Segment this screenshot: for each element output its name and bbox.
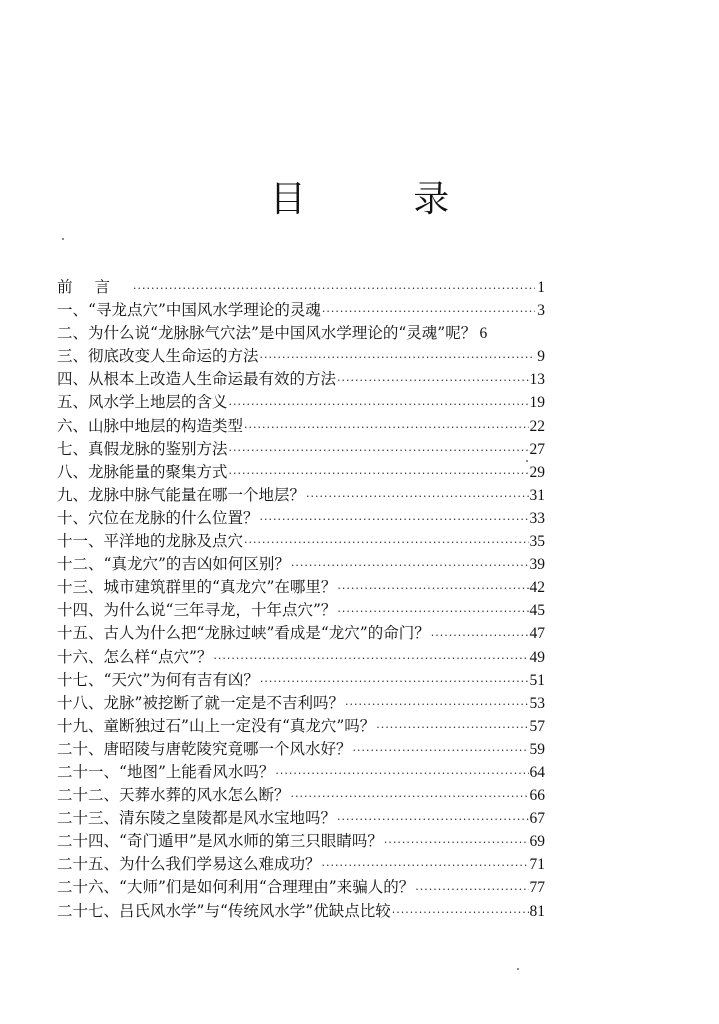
toc-entry-number: 二、 <box>57 324 89 343</box>
toc-leader-dots <box>322 856 529 876</box>
toc-leader-dots <box>376 718 528 738</box>
toc-entry-page: 39 <box>529 556 545 574</box>
toc-entry-number: 十六、 <box>57 647 104 666</box>
toc-entry-title: 唐昭陵与唐乾陵究竟哪一个风水好？ <box>103 739 352 758</box>
toc-leader-dots <box>229 441 529 461</box>
toc-leader-dots <box>306 487 528 507</box>
toc-entry-page: 9 <box>537 348 545 366</box>
toc-entry-number: 十、 <box>57 508 89 527</box>
toc-entry-number: 十八、 <box>57 693 104 712</box>
toc-entry-title: 从根本上改造人生命运最有效的方法 <box>88 370 337 389</box>
toc-entry-page: 45 <box>529 602 545 620</box>
toc-entry-page: 49 <box>529 648 545 666</box>
toc-entry-title: “寻龙点穴”中国风水学理论的灵魂 <box>88 301 321 320</box>
scan-speck <box>517 968 519 970</box>
toc-leader-dots <box>431 626 529 646</box>
toc-entry-number: 四、 <box>57 370 89 389</box>
toc-entry-title: 城市建筑群里的“真龙穴”在哪里？ <box>103 578 337 597</box>
toc-leader-dots <box>291 787 529 807</box>
toc-entry-page: 29 <box>529 463 545 481</box>
scan-speck <box>62 238 64 240</box>
toc-entry <box>57 530 545 553</box>
toc-entry-page: 67 <box>529 810 545 828</box>
toc-entry-page: 53 <box>529 694 545 712</box>
toc-entry <box>57 692 545 715</box>
toc-entry <box>57 599 545 622</box>
toc-entry <box>57 669 545 692</box>
toc-leader-dots <box>213 649 528 669</box>
toc-entry-page: 64 <box>529 763 545 781</box>
toc-leader-dots <box>337 371 528 391</box>
toc-entry-number: 二十一、 <box>57 762 120 781</box>
toc-leader-dots <box>322 302 535 322</box>
toc-entry-page: 27 <box>529 440 545 458</box>
toc-entry-number: 八、 <box>57 462 89 481</box>
toc-leader-dots <box>337 602 528 622</box>
toc-entry <box>57 322 545 345</box>
toc-leader-dots <box>353 741 529 761</box>
toc-leader-dots <box>229 395 529 415</box>
toc-entry <box>57 368 545 391</box>
toc-leader-dots <box>260 348 535 368</box>
toc-entry-number: 二十六、 <box>57 878 120 897</box>
toc-entry-title: “大师”们是如何利用“合理理由”来骗人的？ <box>119 878 415 897</box>
toc-entry-title: 龙脉能量的聚集方式 <box>88 462 228 481</box>
toc-entry <box>57 853 545 876</box>
toc-leader-dots <box>133 279 535 299</box>
toc-entry <box>57 299 545 322</box>
toc-entry-title: 童断独过石”山上一定没有“真龙穴”吗？ <box>103 716 376 735</box>
toc-entry-number: 二十五、 <box>57 855 120 874</box>
toc-leader-dots <box>392 903 529 923</box>
toc-entry-title: 龙脉”被挖断了就一定是不吉利吗？ <box>103 693 344 712</box>
toc-entry <box>57 507 545 530</box>
toc-entry-number: 九、 <box>57 485 89 504</box>
toc-entry-number: 二十四、 <box>57 832 120 851</box>
toc-entry-title: 平洋地的龙脉及点穴 <box>103 532 244 551</box>
toc-entry-page: 77 <box>529 879 545 897</box>
toc-leader-dots <box>229 464 529 484</box>
toc-entry-number: 十五、 <box>57 624 104 643</box>
toc-entry-page: 71 <box>529 856 545 874</box>
toc-entry-number: 十三、 <box>57 578 104 597</box>
page-title: 目 录 <box>269 179 498 220</box>
toc-entry <box>57 438 545 461</box>
toc-entry-title: 为什么我们学易这么难成功？ <box>119 855 321 874</box>
toc-entry-page: 19 <box>529 394 545 412</box>
toc-entry-number: 十七、 <box>57 670 104 689</box>
toc-entry-number: 二十七、 <box>57 901 120 920</box>
toc-entry-page: 22 <box>529 417 545 435</box>
toc-leader-dots <box>415 880 528 900</box>
toc-entry-title: 怎么样“点穴”？ <box>103 647 213 666</box>
toc-entry <box>57 276 545 299</box>
toc-entry-page: 69 <box>529 833 545 851</box>
toc-leader-dots <box>337 579 528 599</box>
toc-entry-page: 42 <box>529 579 545 597</box>
toc-entry-page: 59 <box>529 740 545 758</box>
toc-entry-number: 七、 <box>57 439 89 458</box>
toc-entry-number: 十四、 <box>57 601 104 620</box>
toc-entry-number: 六、 <box>57 416 89 435</box>
toc-leader-dots <box>384 833 529 853</box>
toc-entry <box>57 622 545 645</box>
toc-entry-number: 二十、 <box>57 739 104 758</box>
toc-entry <box>57 345 545 368</box>
toc-entry <box>57 461 545 484</box>
toc-entry-page: 33 <box>529 509 545 527</box>
toc-entry-number: 三、 <box>57 347 89 366</box>
toc-entry <box>57 415 545 438</box>
toc-entry-page: 47 <box>529 625 545 643</box>
toc-entry-title: 前言 <box>57 278 133 296</box>
scan-speck <box>526 460 528 462</box>
toc-entry-number: 二十二、 <box>57 786 120 805</box>
toc-entry-title: “地图”上能看风水吗？ <box>119 762 275 781</box>
toc-entry-title: 穴位在龙脉的什么位置？ <box>88 508 259 527</box>
toc-entry-title: “真龙穴”的吉凶如何区别？ <box>103 555 290 574</box>
toc-entry-number: 二十三、 <box>57 809 120 828</box>
toc-entry <box>57 761 545 784</box>
toc-entry <box>57 900 545 923</box>
toc-leader-dots <box>244 418 528 438</box>
toc-entry-title: 吕氏风水学”与“传统风水学”优缺点比较 <box>119 901 391 920</box>
toc-entry <box>57 576 545 599</box>
toc-leader-dots <box>275 764 528 784</box>
toc-entry-number: 一、 <box>57 301 89 320</box>
toc-entry-title: 山脉中地层的构造类型 <box>88 416 244 435</box>
toc-entry-page: 51 <box>529 671 545 689</box>
toc-entry-number: 五、 <box>57 393 89 412</box>
toc-leader-dots <box>291 556 529 576</box>
toc-entry-number: 十一、 <box>57 532 104 551</box>
toc-entry-page: 6 <box>479 325 488 343</box>
toc-entry-title: 龙脉中脉气能量在哪一个地层？ <box>88 485 306 504</box>
toc-entry-title: 为什么说“三年寻龙，十年点穴”？ <box>103 601 337 620</box>
table-of-contents <box>57 276 545 923</box>
toc-entry-title: “天穴”为何有吉有凶？ <box>103 670 259 689</box>
toc-entry-number: 十九、 <box>57 716 104 735</box>
toc-entry <box>57 738 545 761</box>
toc-leader-dots <box>244 533 528 553</box>
toc-entry-title: 为什么说“龙脉脉气穴法”是中国风水学理论的“灵魂”呢？ <box>88 324 477 343</box>
toc-entry-page: 1 <box>537 279 545 296</box>
toc-entry <box>57 646 545 669</box>
toc-entry-page: 57 <box>529 717 545 735</box>
toc-entry-page: 31 <box>529 486 545 504</box>
toc-entry-title: 天葬水葬的风水怎么断？ <box>119 786 290 805</box>
toc-entry <box>57 807 545 830</box>
toc-entry <box>57 830 545 853</box>
toc-entry-page: 3 <box>537 302 545 320</box>
toc-entry-page: 13 <box>529 371 545 389</box>
toc-entry-number: 十二、 <box>57 555 104 574</box>
toc-entry-title: 真假龙脉的鉴别方法 <box>88 439 228 458</box>
toc-entry <box>57 876 545 899</box>
toc-entry-title: “奇门遁甲”是风水师的第三只眼睛吗？ <box>119 832 383 851</box>
toc-leader-dots <box>345 695 529 715</box>
toc-entry <box>57 715 545 738</box>
toc-leader-dots <box>260 510 529 530</box>
toc-leader-dots <box>260 672 529 692</box>
toc-leader-dots <box>337 810 528 830</box>
toc-entry-title: 风水学上地层的含义 <box>88 393 228 412</box>
toc-entry-page: 66 <box>529 787 545 805</box>
toc-entry-title: 彻底改变人生命运的方法 <box>88 347 259 366</box>
toc-entry-page: 81 <box>529 902 545 920</box>
toc-entry <box>57 484 545 507</box>
toc-entry <box>57 391 545 414</box>
toc-entry-title: 古人为什么把“龙脉过峡”看成是“龙穴”的命门？ <box>103 624 430 643</box>
toc-entry-title: 清东陵之皇陵都是风水宝地吗？ <box>119 809 337 828</box>
toc-entry-page: 35 <box>529 533 545 551</box>
toc-entry <box>57 784 545 807</box>
toc-entry <box>57 553 545 576</box>
